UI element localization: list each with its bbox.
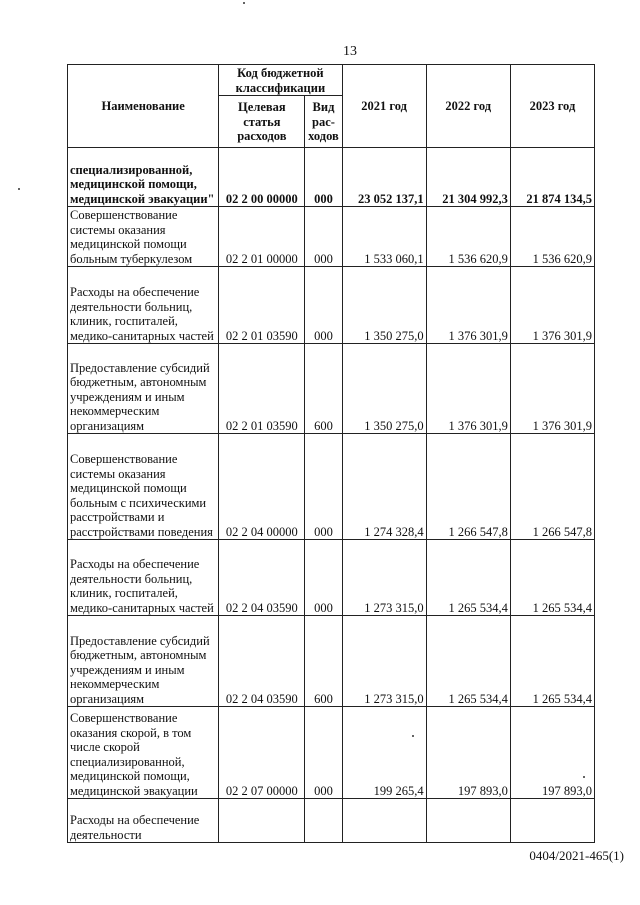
- row-kind: [305, 799, 342, 843]
- row-code: 02 2 04 00000: [219, 434, 305, 540]
- row-kind: 600: [305, 616, 342, 707]
- row-kind: 000: [305, 267, 342, 344]
- scan-speck: [583, 776, 585, 778]
- row-2022: 21 304 992,3: [426, 148, 510, 207]
- row-2023: 1 376 301,9: [510, 267, 594, 344]
- row-2023: [510, 799, 594, 843]
- scan-speck: [412, 735, 414, 737]
- budget-table: [67, 64, 595, 843]
- row-code: 02 2 04 03590: [219, 616, 305, 707]
- row-2023: 1 376 301,9: [510, 344, 594, 434]
- row-2022: 1 265 534,4: [426, 540, 510, 616]
- row-2022: 1 376 301,9: [426, 344, 510, 434]
- header-2021: 2021 год: [342, 65, 426, 148]
- row-2022: [426, 799, 510, 843]
- header-2022: 2022 год: [426, 65, 510, 148]
- table-row: [68, 148, 595, 207]
- row-kind: 000: [305, 207, 342, 267]
- table-row: [68, 540, 595, 616]
- row-code: 02 2 01 00000: [219, 207, 305, 267]
- row-2021: [342, 799, 426, 843]
- row-name: Предоставление субсидий бюджетным, автономным учреждениям и иным некоммерческим организациям: [68, 616, 219, 707]
- row-2022: 1 265 534,4: [426, 616, 510, 707]
- row-name: Предоставление субсидий бюджетным, автономным учреждениям и иным некоммерческим организациям: [68, 344, 219, 434]
- table-row: [68, 616, 595, 707]
- row-2021: 1 350 275,0: [342, 267, 426, 344]
- row-kind: 000: [305, 707, 342, 799]
- row-code: 02 2 07 00000: [219, 707, 305, 799]
- row-name: Расходы на обеспечение деятельности: [68, 799, 219, 843]
- row-2022: 1 266 547,8: [426, 434, 510, 540]
- row-2021: 199 265,4: [342, 707, 426, 799]
- header-name: Наименование: [68, 65, 219, 148]
- row-2021: 1 533 060,1: [342, 207, 426, 267]
- row-2023: 1 265 534,4: [510, 540, 594, 616]
- row-2021: 1 274 328,4: [342, 434, 426, 540]
- scan-speck: [243, 2, 245, 4]
- row-code: 02 2 01 03590: [219, 267, 305, 344]
- table-row: [68, 434, 595, 540]
- page-number: 13: [343, 44, 357, 59]
- table-row: [68, 207, 595, 267]
- header-2023: 2023 год: [510, 65, 594, 148]
- row-name: Совершенствование системы оказания медицинской помощи больным туберкулезом: [68, 207, 219, 267]
- row-kind: 600: [305, 344, 342, 434]
- row-kind: 000: [305, 540, 342, 616]
- header-expense-kind: Вид рас- ходов: [305, 96, 342, 148]
- row-2022: 197 893,0: [426, 707, 510, 799]
- row-2023: 197 893,0: [510, 707, 594, 799]
- row-code: [219, 799, 305, 843]
- document-code: 0404/2021-465(1): [529, 848, 624, 863]
- table-row: [68, 267, 595, 344]
- row-name: Расходы на обеспечение деятельности больниц, клиник, госпиталей, медико-санитарных частей: [68, 267, 219, 344]
- row-2022: 1 376 301,9: [426, 267, 510, 344]
- row-2021: 1 350 275,0: [342, 344, 426, 434]
- header-budget-code-group: Код бюджетной классификации: [219, 65, 342, 96]
- row-name: Совершенствование оказания скорой, в том числе скорой специализированной, медицинской помощи, медицинской эвакуации: [68, 707, 219, 799]
- row-code: 02 2 04 03590: [219, 540, 305, 616]
- row-code: 02 2 00 00000: [219, 148, 305, 207]
- row-2023: 1 265 534,4: [510, 616, 594, 707]
- row-name: Совершенствование системы оказания медицинской помощи больным с психическими расстройствами и расстройствами поведения: [68, 434, 219, 540]
- row-2023: 1 266 547,8: [510, 434, 594, 540]
- row-2023: 1 536 620,9: [510, 207, 594, 267]
- scan-speck: [18, 188, 20, 190]
- row-2023: 21 874 134,5: [510, 148, 594, 207]
- table-row: [68, 344, 595, 434]
- row-2021: 1 273 315,0: [342, 616, 426, 707]
- header-target-article: Целевая статья расходов: [219, 96, 305, 148]
- row-2021: 1 273 315,0: [342, 540, 426, 616]
- row-code: 02 2 01 03590: [219, 344, 305, 434]
- row-name: специализированной, медицинской помощи, медицинской эвакуации": [68, 148, 219, 207]
- row-kind: 000: [305, 148, 342, 207]
- table-row: [68, 799, 595, 843]
- row-2021: 23 052 137,1: [342, 148, 426, 207]
- row-2022: 1 536 620,9: [426, 207, 510, 267]
- row-kind: 000: [305, 434, 342, 540]
- row-name: Расходы на обеспечение деятельности больниц, клиник, госпиталей, медико-санитарных частей: [68, 540, 219, 616]
- table-row: [68, 707, 595, 799]
